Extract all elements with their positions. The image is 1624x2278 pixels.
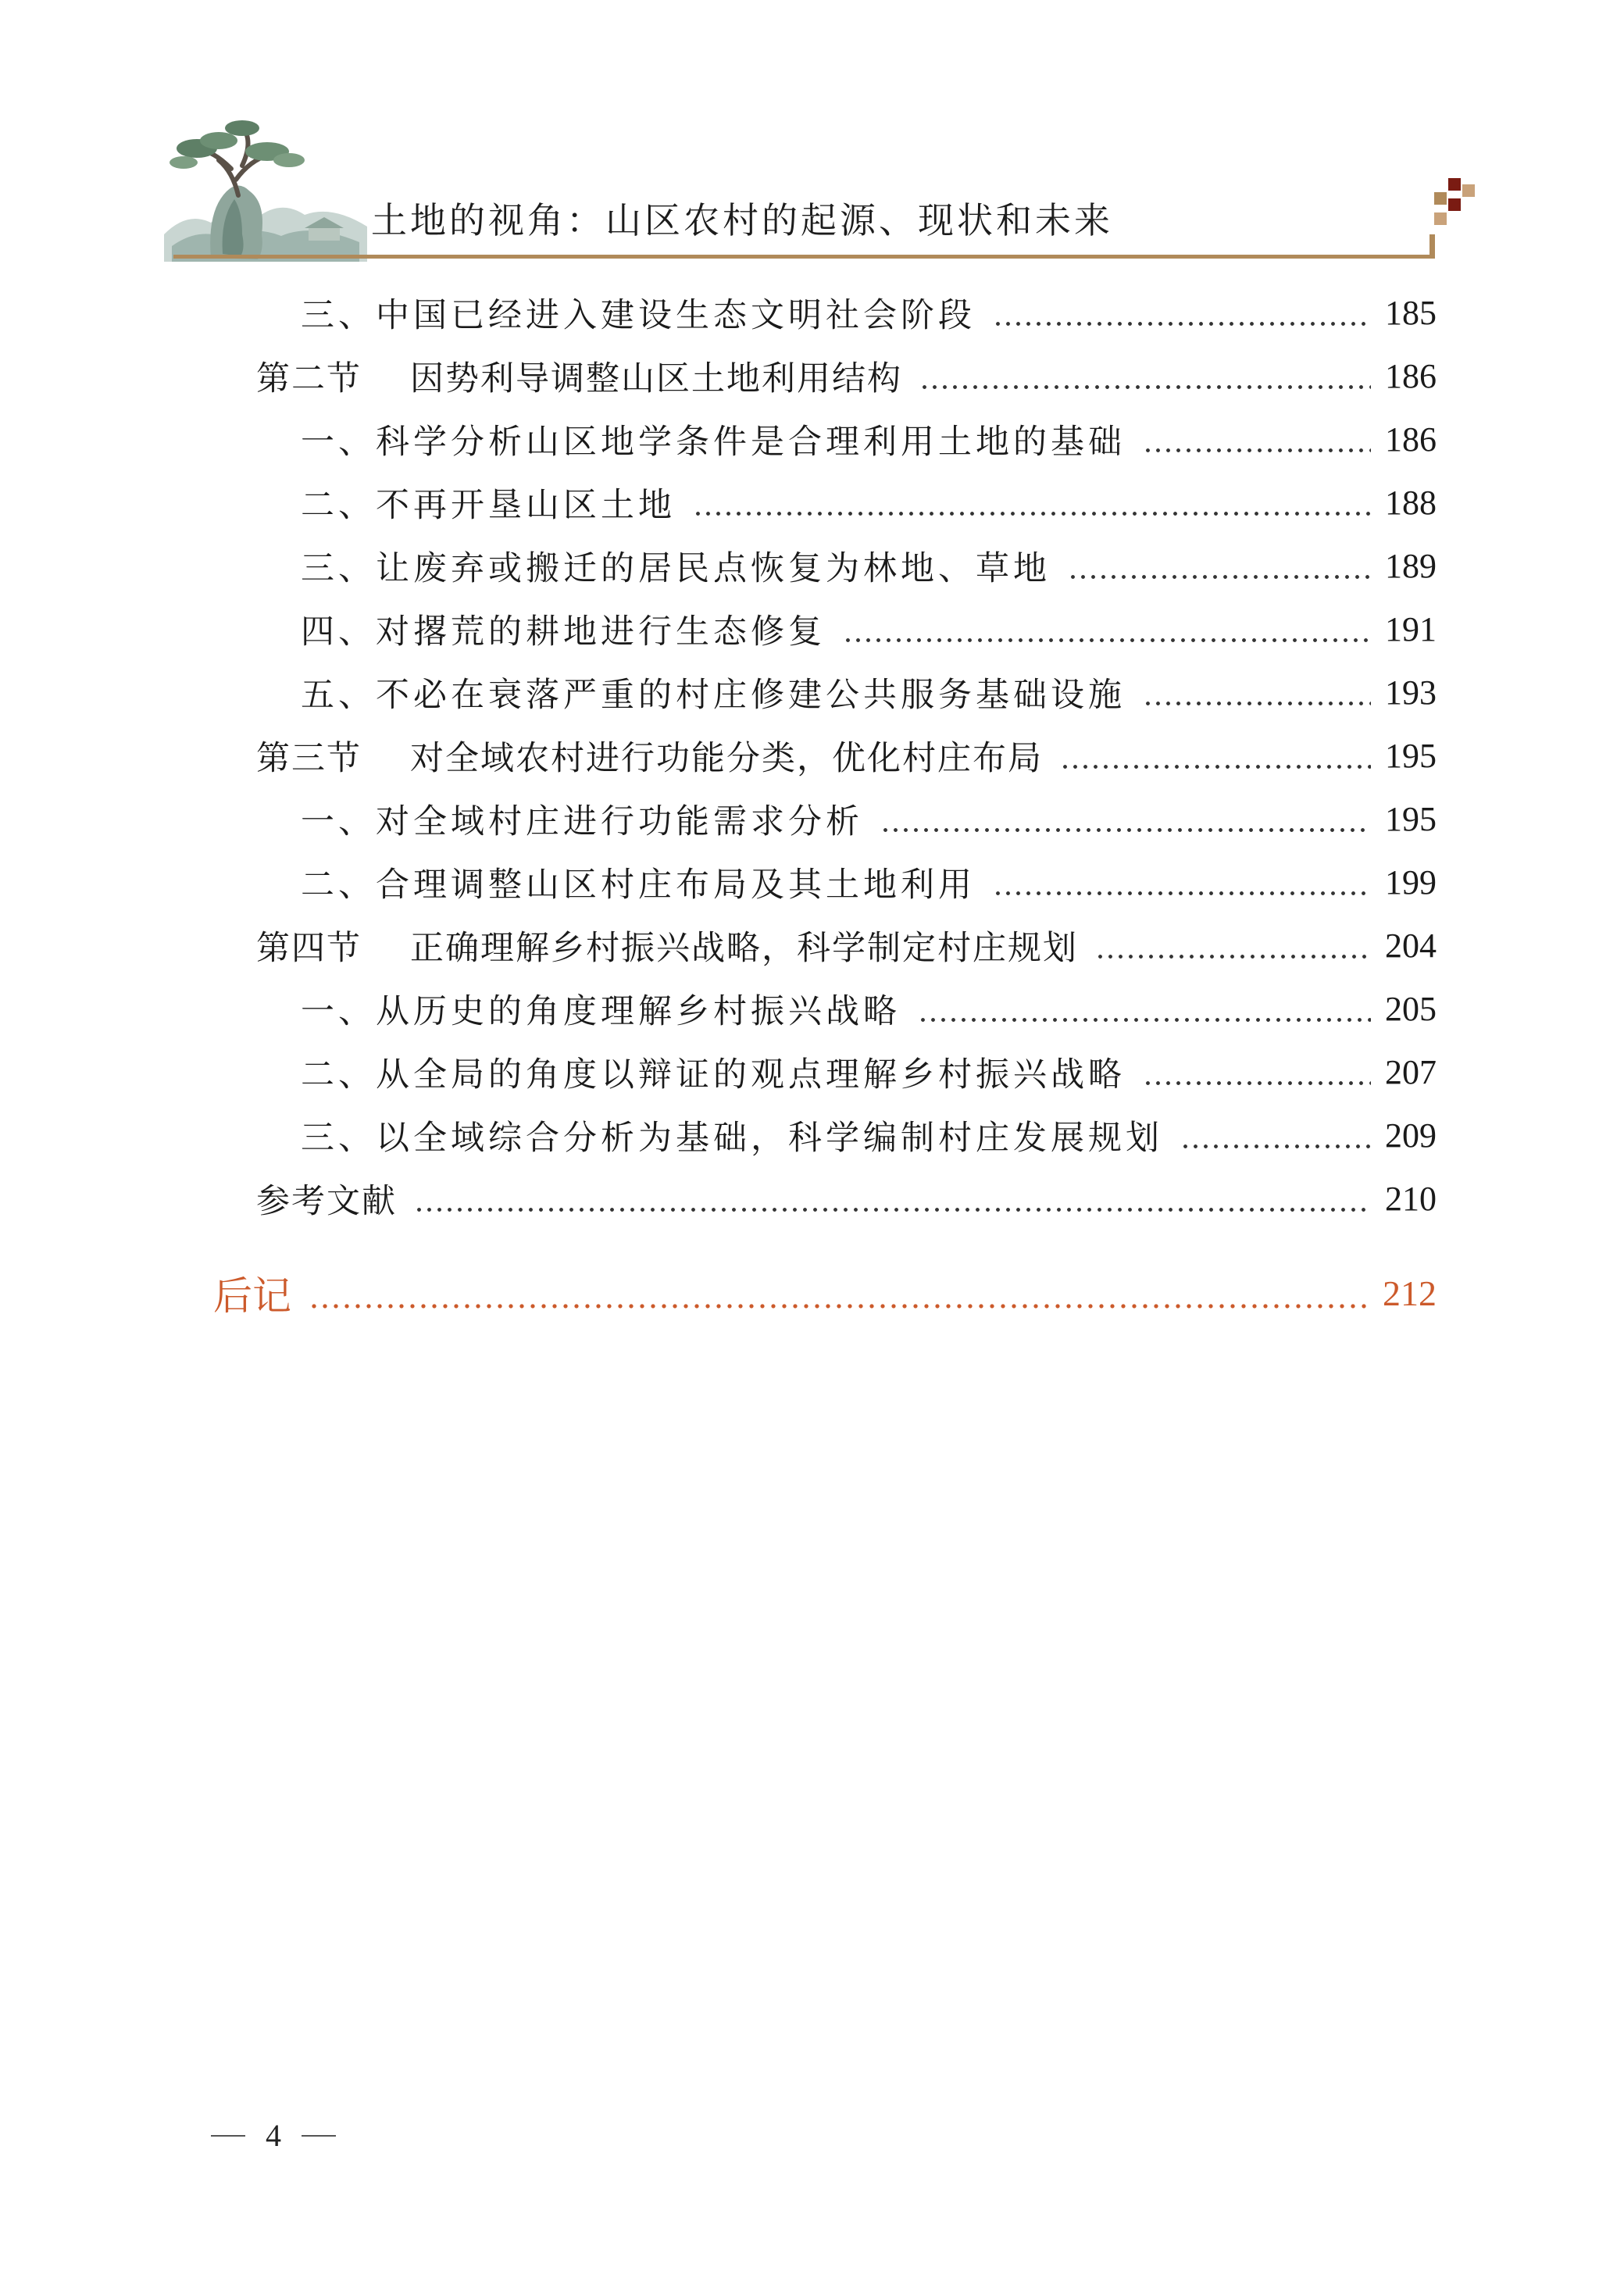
toc-entry-label: 三、以全域综合分析为基础，科学编制村庄发展规划: [301, 1118, 1163, 1158]
toc-entry-label: 因势利导调整山区土地利用结构: [410, 359, 902, 398]
toc-entry[interactable]: [301, 1112, 1437, 1159]
toc-entry-page: 189: [1385, 546, 1437, 585]
toc-entry-page: 191: [1385, 609, 1437, 648]
ornament-square: [1434, 192, 1447, 205]
toc-entry-label: 后记: [213, 1273, 291, 1319]
toc-entry-number: 第二节: [256, 359, 362, 398]
running-header: [0, 0, 1624, 281]
ornament-square: [1448, 178, 1461, 191]
toc-entry-label: 一、对全域村庄进行功能需求分析: [301, 802, 863, 841]
toc-entry-label: 对全域农村进行功能分类，优化村庄布局: [410, 738, 1043, 778]
toc-leader-dots: [1180, 1112, 1371, 1159]
toc-leader-dots: [919, 352, 1371, 399]
toc-leader-dots: [1095, 922, 1371, 969]
toc-entry-page: 185: [1385, 293, 1437, 332]
toc-leader-dots: [693, 479, 1371, 526]
ornament-square: [1448, 198, 1461, 211]
toc-entry-page: 209: [1385, 1116, 1437, 1155]
toc-entry-afterword[interactable]: [213, 1269, 1437, 1319]
toc-entry-page: 186: [1385, 356, 1437, 395]
toc-entry[interactable]: [301, 669, 1437, 716]
toc-entry-page: 210: [1385, 1179, 1437, 1218]
toc-entry[interactable]: [301, 542, 1437, 589]
toc-leader-dots: [993, 859, 1371, 905]
toc-entry[interactable]: [301, 479, 1437, 526]
toc-entry-page: 195: [1385, 736, 1437, 775]
toc-entry-label: 三、中国已经进入建设生态文明社会阶段: [301, 295, 976, 335]
footer-dash-left: [211, 2135, 245, 2137]
ornament-square: [1462, 184, 1475, 197]
toc-entry-page: 212: [1383, 1273, 1437, 1313]
toc-entry-label: 三、让废弃或搬迁的居民点恢复为林地、草地: [301, 548, 1051, 588]
toc-entry[interactable]: [256, 732, 1437, 779]
toc-entry[interactable]: [301, 289, 1437, 336]
ornament-square: [1434, 212, 1447, 225]
toc-entry-page: 199: [1385, 862, 1437, 902]
toc-entry-page: 193: [1385, 673, 1437, 712]
toc-leader-dots: [880, 795, 1371, 842]
toc-entry[interactable]: [301, 795, 1437, 842]
landscape-tree-icon: [164, 117, 367, 262]
corner-ornament: [1431, 178, 1478, 233]
toc-leader-dots: [1143, 416, 1371, 462]
book-title: 土地的视角：山区农村的起源、现状和未来: [371, 199, 1113, 241]
toc-leader-dots: [414, 1175, 1371, 1222]
toc-entry-label: 二、合理调整山区村庄布局及其土地利用: [301, 865, 976, 905]
page-number: 4: [266, 2118, 281, 2153]
toc-entry[interactable]: [301, 985, 1437, 1032]
toc-entry[interactable]: [301, 605, 1437, 652]
toc-entry[interactable]: [256, 922, 1437, 969]
header-rule: [173, 255, 1435, 259]
toc-leader-dots: [309, 1269, 1369, 1316]
toc-entry[interactable]: [301, 859, 1437, 905]
header-rule-corner: [1429, 234, 1435, 259]
footer-dash-right: [302, 2135, 336, 2137]
toc-entry-label: 二、从全局的角度以辩证的观点理解乡村振兴战略: [301, 1055, 1126, 1094]
toc-leader-dots: [918, 985, 1371, 1032]
toc-leader-dots: [1143, 1048, 1371, 1095]
toc-leader-dots: [1068, 542, 1371, 589]
toc-entry-page: 188: [1385, 483, 1437, 522]
toc-entry-label: 正确理解乡村振兴战略，科学制定村庄规划: [410, 928, 1078, 968]
toc-entry[interactable]: [301, 416, 1437, 462]
toc-entry-label: 二、不再开垦山区土地: [301, 485, 676, 525]
toc-entry-page: 195: [1385, 799, 1437, 838]
toc-entry[interactable]: [301, 1048, 1437, 1095]
toc-entry-label: 参考文献: [256, 1181, 397, 1221]
toc-entry-number: 第四节: [256, 928, 362, 968]
toc-entry-label: 四、对撂荒的耕地进行生态修复: [301, 612, 826, 652]
toc-entry[interactable]: [256, 1175, 1437, 1222]
toc-entry-page: 207: [1385, 1052, 1437, 1091]
toc-leader-dots: [993, 289, 1371, 336]
toc-entry-page: 205: [1385, 989, 1437, 1028]
toc-entry-number: 第三节: [256, 738, 362, 778]
toc-entry-page: 204: [1385, 926, 1437, 965]
toc-entry-page: 186: [1385, 420, 1437, 459]
toc-leader-dots: [1060, 732, 1371, 779]
toc-leader-dots: [843, 605, 1371, 652]
page-footer: [211, 2117, 336, 2154]
toc-leader-dots: [1143, 669, 1371, 716]
toc-entry-label: 一、从历史的角度理解乡村振兴战略: [301, 991, 901, 1031]
toc-entry-label: 五、不必在衰落严重的村庄修建公共服务基础设施: [301, 675, 1126, 715]
toc-entry-label: 一、科学分析山区地学条件是合理利用土地的基础: [301, 422, 1126, 462]
toc-entry[interactable]: [256, 352, 1437, 399]
